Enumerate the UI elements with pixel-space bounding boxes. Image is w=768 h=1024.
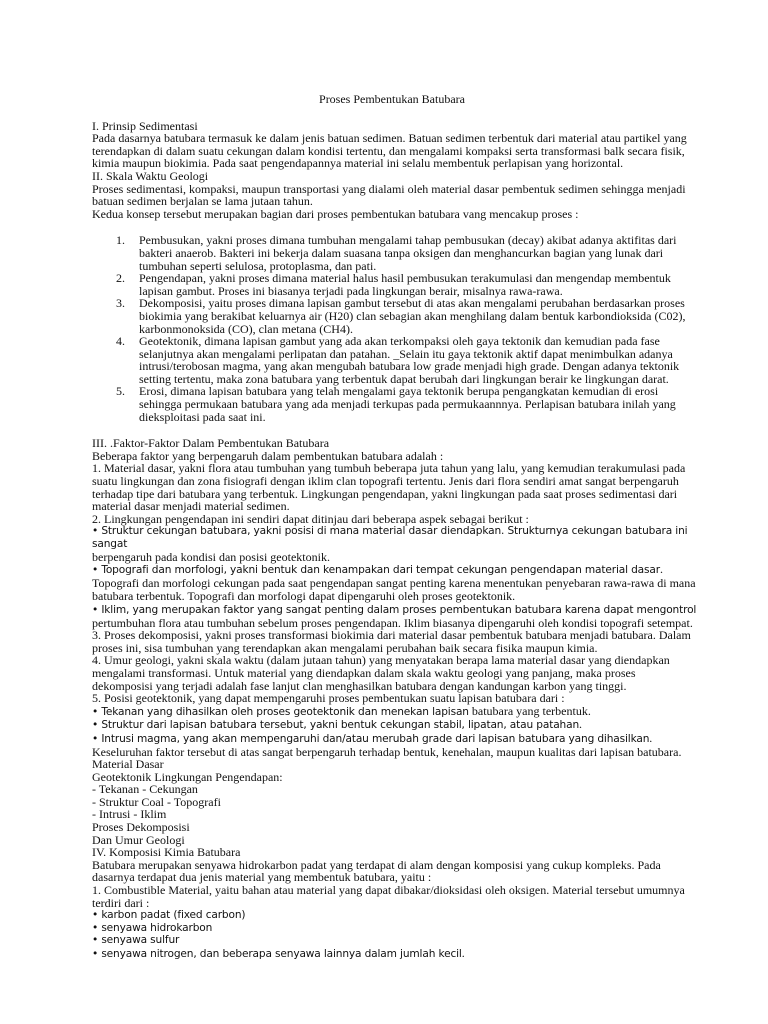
list-item bbox=[92, 272, 698, 297]
paragraph: Keseluruhan faktor tersebut di atas sangat berpengaruh terhadap bentuk, kenehalan, maupun kualitas dari lapisan batubara. bbox=[92, 744, 682, 759]
paragraph: 1. Combustible Material, yaitu bahan atau material yang dapat dibakar/dioksidasi oleh oksigen. Material tersebut umumnya terdiri dari : bbox=[92, 883, 685, 910]
bullet-text: • Struktur dari lapisan batubara tersebut, yakni bentuk cekungan stabil, lipatan, atau patahan bbox=[92, 719, 580, 732]
list-number: 3. bbox=[116, 296, 125, 311]
paragraph: 5. Posisi geotektonik, yang dapat mempengaruhi proses pembentukan suatu lapisan batubara dari : bbox=[92, 691, 565, 706]
bullet-item bbox=[92, 947, 698, 961]
list-number: 4. bbox=[116, 334, 125, 349]
text-line: Proses Dekomposisi bbox=[92, 820, 190, 835]
paragraph: Beberapa faktor yang berpengaruh dalam pembentukan batubara adalah : bbox=[92, 448, 444, 463]
list-item-text: Dekomposisi, yaitu proses dimana lapisan gambut tersebut di atas akan mengalami perubahan berdasarkan proses biokimia yang berakibat keluarnya air (H20) clan sebagian akan menghilang dalam bentuk karbondioksida (C02), karbonmonoksida (CO), clan metana (CH4). bbox=[139, 296, 686, 336]
list-number: 2. bbox=[116, 271, 125, 286]
bullet-text: • senyawa hidrokarbon bbox=[92, 921, 213, 934]
bullet-tail: . Topografi dan morfologi cekungan pada saat pengendapan sangat penting karena menentukan penyebaran rawa-rawa di mana batubara terbentuk. Topografi dan morfologi dapat dipengaruhi oleh proses geotektonik. bbox=[92, 562, 696, 604]
bullet-item bbox=[92, 922, 698, 935]
paragraph: 2. Lingkungan pengendapan ini sendiri dapat ditinjau dari beberapa aspek sebagai berikut : bbox=[92, 511, 529, 526]
paragraph: 3. Proses dekomposisi, yakni proses transformasi biokimia dari material dasar pembentuk batubara menjadi batubara. Dalam proses ini, sisa tumbuhan yang terendapkan akan mengalami perubahan baik secara fisika maupun kimia. bbox=[92, 628, 691, 655]
bullet-tail: . bbox=[579, 717, 583, 732]
bullet-item bbox=[92, 718, 698, 732]
bullet-item bbox=[92, 563, 698, 604]
paragraph: Batubara merupakan senyawa hidrokarbon padat yang terdapat di alam dengan komposisi yang cukup kompleks. Pada dasarnya terdapat dua jenis material yang membentuk batubara, yaitu : bbox=[92, 857, 661, 885]
bullet-item bbox=[92, 909, 698, 922]
bullet-item bbox=[92, 732, 698, 746]
list-item bbox=[92, 297, 698, 335]
document-title: Proses Pembentukan Batubara bbox=[319, 92, 465, 106]
list-number: 1. bbox=[116, 233, 125, 248]
list-item bbox=[92, 335, 698, 385]
bullet-text: • Struktur cekungan batubara, yakni posisi di mana material dasar diendapkan. Strukturnya cekungan batubara ini sangat bbox=[92, 525, 688, 550]
list-item-text: Geotektonik, dimana lapisan gambut yang ada akan terkompaksi oleh gaya tektonik dan kemudian pada fase selanjutnya akan mengalami perlipatan dan patahan. _Selain itu gaya tektonik aktif dapat menimbulkan adanya intrusi/terobosan magma, yang akan mengubah batubara low grade menjadi high grade. Dengan adanya tektonik setting tertentu, maka zona batubara yang terbentuk dapat berubah dari lingkungan berair ke lingkungan darat. bbox=[139, 334, 680, 386]
bullet-tail: . bbox=[649, 730, 653, 745]
process-list bbox=[92, 234, 698, 423]
paragraph: 1. Material dasar, yakni flora atau tumbuhan yang tumbuh beberapa juta tahun yang lalu, yang kemudian terakumulasi pada suatu lingkungan dan zona fisiografi dengan iklim clan topografi tertentu. Jenis dari flora sendiri amat sangat berpengaruh terhadap tipe dari batubara yang terbentuk. Lingkungan pengendapan, yakni lingkungan pada saat proses sedimentasi dari material dasar menjadi material sedimen. bbox=[92, 461, 686, 514]
paragraph: Pada dasarnya batubara termasuk ke dalam jenis batuan sedimen. Batuan sedimen terbentuk dari material atau partikel yang terendapkan di dalam suatu cekungan dalam kondisi tertentu, dan mengalami kompaksi serta transformasi balk secara fisik, kimia maupun biokimia. Pada saat pengendapannya material ini selalu membentuk perlapisan yang horizontal. bbox=[92, 131, 687, 171]
text-line: Material Dasar bbox=[92, 757, 164, 772]
list-number: 5. bbox=[116, 384, 125, 399]
section-heading-1: I. Prinsip Sedimentasi bbox=[92, 118, 198, 133]
list-item-text: Pengendapan, yakni proses dimana material halus hasil pembusukan terakumulasi dan mengendap membentuk lapisan gambut. Proses ini biasanya terjadi pada lingkungan berair, misalnya rawa-rawa. bbox=[139, 271, 671, 298]
paragraph: 4. Umur geologi, yakni skala waktu (dalam jutaan tahun) yang menyatakan berapa lama material dasar yang diendapkan mengalami transformasi. Untuk material yang diendapkan dalam skala waktu geologi yang panjang, maka proses dekomposisi yang terjadi adalah fase lanjut clan menghasilkan batubara dengan kandungan karbon yang tinggi. bbox=[92, 653, 670, 693]
bullet-text: • karbon padat (fixed carbon) bbox=[92, 909, 246, 922]
section-heading-3: III. .Faktor-Faktor Dalam Pembentukan Batubara bbox=[92, 436, 330, 451]
paragraph: Kedua konsep tersebut merupakan bagian dari proses pembentukan batubara vang mencakup proses : bbox=[92, 206, 579, 221]
bullet-text: • Iklim, yang merupakan faktor yang sangat penting dalam proses pembentukan batubara karena dapat mengontrol bbox=[92, 603, 697, 616]
bullet-text: • senyawa nitrogen, dan beberapa senyawa lainnya dalam jumlah kecil bbox=[92, 948, 462, 960]
bullet-text: • Tekanan yang dihasilkan oleh proses geotektonik dan menekan lapisan bbox=[92, 705, 469, 718]
text-line: Dan Umur Geologi bbox=[92, 832, 185, 847]
text-line: - Struktur Coal - Topografi bbox=[92, 794, 221, 809]
bullet-item bbox=[92, 934, 698, 947]
bullet-item bbox=[92, 705, 698, 719]
bullet-tail: batubara yang terbentuk. bbox=[468, 703, 591, 718]
text-line: Geotektonik Lingkungan Pengendapan: bbox=[92, 769, 283, 784]
section-heading-2: II. Skala Waktu Geologi bbox=[92, 168, 209, 183]
list-item-text: Erosi, dimana lapisan batubara yang telah mengalami gaya tektonik berupa pengangkatan kemudian di erosi sehingga permukaan batubara yang ada menjadi terkupas pada permukaannnya. Perlapisan batubara inilah yang dieksploitasi pada saat ini. bbox=[139, 384, 676, 424]
bullet-item bbox=[92, 525, 698, 550]
paragraph: Proses sedimentasi, kompaksi, maupun transportasi yang dialami oleh material dasar pembentuk sedimen sehingga menjadi batuan sedimen berjalan se lama jutaan tahun. bbox=[92, 181, 686, 209]
bullet-item bbox=[92, 604, 698, 617]
bullet-continuation: pertumbuhan flora atau tumbuhan sebelum proses pengendapan. Iklim biasanya dipengaruhi oleh kondisi topografi setempat. bbox=[92, 615, 693, 630]
bullet-tail: . bbox=[461, 946, 465, 960]
text-line: - Tekanan - Cekungan bbox=[92, 782, 198, 797]
bullet-text: • senyawa sulfur bbox=[92, 934, 180, 947]
section-heading-4: IV. Komposisi Kimia Batubara bbox=[92, 845, 241, 860]
text-line: - Intrusi - Iklim bbox=[92, 807, 167, 822]
bullet-text: • Intrusi magma, yang akan mempengaruhi dan/atau merubah grade dari lapisan batubara yang dihasilkan bbox=[92, 732, 650, 745]
bullet-text: • Topografi dan morfologi, yakni bentuk dan kenampakan dari tempat cekungan pengendapan material dasar bbox=[92, 564, 660, 577]
bullet-continuation: berpengaruh pada kondisi dan posisi geotektonik. bbox=[92, 549, 330, 564]
list-item-text: Pembusukan, yakni proses dimana tumbuhan mengalami tahap pembusukan (decay) akibat adanya aktifitas dari bakteri anaerob. Bakteri ini bekerja dalam suasana tanpa oksigen dan menghancurkan bagian yang lunak dari tumbuhan seperti selulosa, protoplasma, dan pati. bbox=[139, 233, 677, 273]
list-item bbox=[92, 385, 698, 423]
list-item bbox=[92, 234, 698, 272]
